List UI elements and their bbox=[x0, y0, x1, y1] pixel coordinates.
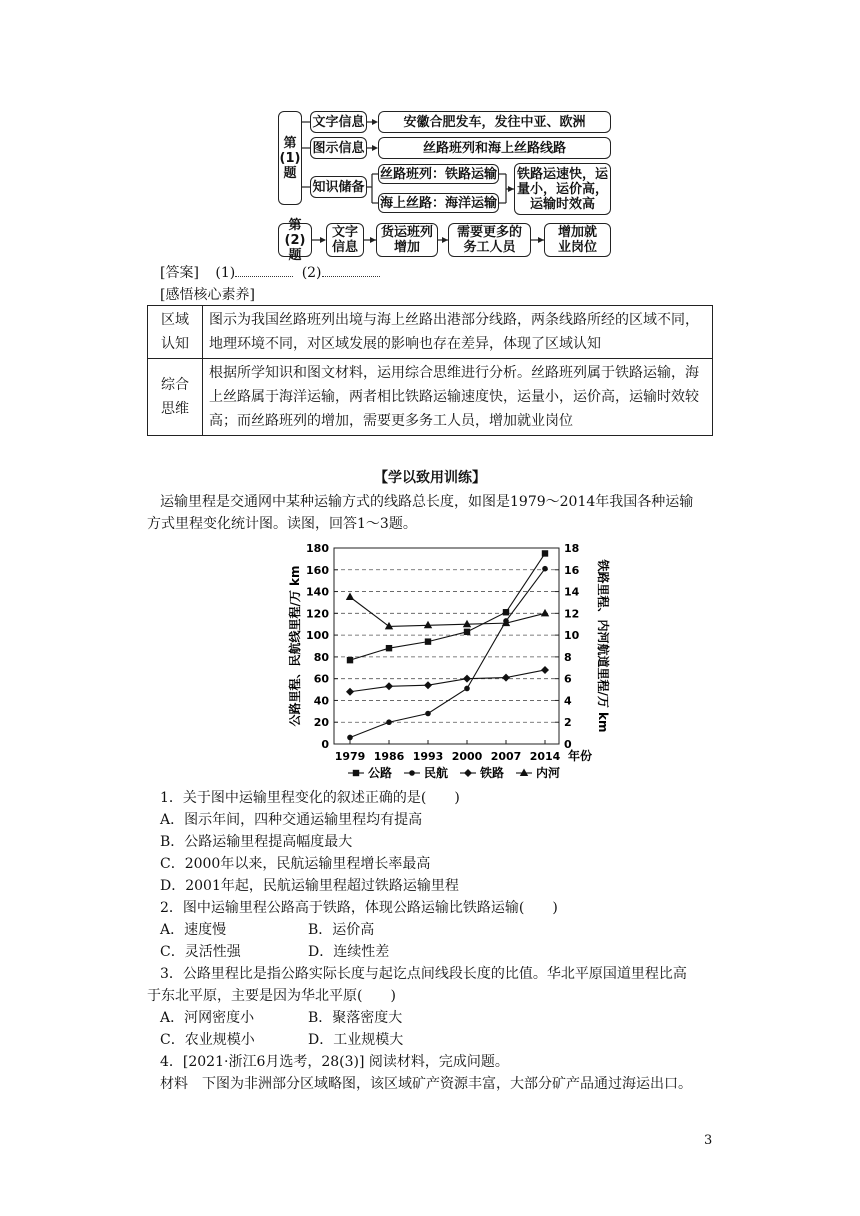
data-point bbox=[541, 609, 549, 617]
left-tick-label: 20 bbox=[313, 716, 329, 730]
right-tick-label: 12 bbox=[564, 607, 580, 621]
question-1-option-d[interactable]: D．2001年起，民航运输里程超过铁路运输里程 bbox=[160, 878, 459, 894]
question-3-option-a[interactable]: A．河网密度小 bbox=[160, 1010, 255, 1026]
legend-marker bbox=[464, 769, 472, 777]
question-1-option-b[interactable]: B．公路运输里程提高幅度最大 bbox=[160, 834, 353, 850]
data-point bbox=[346, 593, 354, 601]
answer-blank-1-label: (1) bbox=[215, 265, 236, 281]
rail-box: 丝路班列：铁路运输 bbox=[378, 164, 499, 184]
table-row bbox=[148, 359, 713, 436]
data-point bbox=[425, 711, 431, 717]
question-1-option-c[interactable]: C．2000年以来，民航运输里程增长率最高 bbox=[160, 856, 431, 872]
training-intro-line-1: 运输里程是交通网中某种运输方式的线路总长度，如图是1979～2014年我国各种运输 bbox=[160, 494, 694, 510]
literacy-label: [感悟核心素养] bbox=[160, 287, 255, 303]
right-tick-label: 16 bbox=[564, 563, 580, 577]
series-民航 bbox=[347, 566, 548, 740]
data-point bbox=[503, 609, 509, 615]
answer-label: [答案] bbox=[160, 265, 199, 281]
right-tick-label: 10 bbox=[564, 629, 580, 643]
question-3-option-c[interactable]: C．农业规模小 bbox=[160, 1032, 255, 1048]
image-info-content-box: 丝路班列和海上丝路线路 bbox=[378, 137, 611, 159]
question-1: 1．关于图中运输里程变化的叙述正确的是( ) bbox=[160, 790, 460, 806]
left-tick-label: 40 bbox=[313, 694, 329, 708]
core-literacy-table bbox=[147, 305, 713, 436]
data-point bbox=[542, 550, 548, 556]
legend-marker bbox=[353, 770, 359, 776]
series-铁路 bbox=[346, 666, 549, 696]
literacy-row-head: 区域 认知 bbox=[148, 306, 203, 359]
data-point bbox=[346, 688, 354, 696]
question-2-option-b[interactable]: B．运价高 bbox=[308, 922, 375, 938]
left-tick-label: 120 bbox=[306, 607, 329, 621]
knowledge-box: 知识储备 bbox=[310, 176, 367, 198]
data-point bbox=[542, 566, 548, 572]
left-tick-label: 160 bbox=[306, 563, 329, 577]
chart-grid bbox=[334, 570, 559, 722]
legend-marker bbox=[409, 770, 415, 776]
left-tick-label: 100 bbox=[306, 629, 329, 643]
freight-increase-box: 货运班列 增加 bbox=[376, 223, 438, 257]
text-info-content-box: 安徽合肥发车，发往中亚、欧洲 bbox=[378, 111, 611, 133]
image-info-box: 图示信息 bbox=[310, 137, 367, 159]
x-tick-label: 2000 bbox=[451, 750, 483, 763]
left-tick-label: 0 bbox=[321, 738, 329, 751]
data-point bbox=[386, 645, 392, 651]
data-point bbox=[347, 735, 353, 741]
data-point bbox=[464, 686, 470, 692]
data-point bbox=[424, 681, 432, 689]
right-tick-label: 4 bbox=[564, 694, 572, 708]
right-tick-label: 6 bbox=[564, 672, 572, 686]
question-1-option-a[interactable]: A．图示年间，四种交通运输里程均有提高 bbox=[160, 812, 423, 828]
need-workers-box: 需要更多的 务工人员 bbox=[448, 223, 531, 257]
data-point bbox=[464, 629, 470, 635]
answer-line bbox=[160, 262, 380, 284]
training-intro-line-2: 方式里程变化统计图。读图，回答1～3题。 bbox=[147, 516, 417, 532]
data-point bbox=[425, 638, 431, 644]
data-point bbox=[502, 674, 510, 682]
series-line bbox=[350, 569, 545, 738]
transport-mileage-chart bbox=[280, 538, 620, 784]
literacy-row-head: 综合 思维 bbox=[148, 359, 203, 436]
legend-marker bbox=[520, 769, 528, 777]
left-tick-label: 80 bbox=[313, 650, 329, 664]
training-title: 【学以致用训练】 bbox=[374, 470, 486, 486]
material-text: 材料 下图为非洲部分区域略图，该区域矿产资源丰富，大部分矿产品通过海运出口。 bbox=[160, 1076, 692, 1092]
right-tick-label: 0 bbox=[564, 738, 572, 751]
question-4: 4．[2021·浙江6月选考，28(3)] 阅读材料，完成问题。 bbox=[160, 1054, 509, 1070]
data-point bbox=[424, 621, 432, 629]
data-point bbox=[347, 657, 353, 663]
data-point bbox=[463, 620, 471, 628]
question-3-option-b[interactable]: B．聚落密度大 bbox=[308, 1010, 403, 1026]
data-point bbox=[386, 719, 392, 725]
literacy-row-body: 图示为我国丝路班列出境与海上丝路出港部分线路，两条线路所经的区域不同，地理环境不同，对区域发展的影响也存在差异，体现了区域认知 bbox=[203, 306, 713, 359]
data-point bbox=[463, 675, 471, 683]
sea-box: 海上丝路：海洋运输 bbox=[378, 193, 499, 213]
right-tick-label: 2 bbox=[564, 716, 572, 730]
chart-legend bbox=[348, 765, 560, 780]
text-info-box: 文字信息 bbox=[310, 111, 367, 133]
x-axis-unit: 年份 bbox=[568, 749, 593, 763]
x-tick-label: 1979 bbox=[334, 750, 366, 763]
left-tick-label: 140 bbox=[306, 585, 329, 599]
right-tick-label: 8 bbox=[564, 650, 572, 664]
series-line bbox=[350, 670, 545, 692]
question-2-option-d[interactable]: D．连续性差 bbox=[308, 944, 390, 960]
series-内河 bbox=[346, 593, 549, 630]
series-line bbox=[350, 597, 545, 626]
rail-result-box: 铁路运速快，运 量小，运价高， 运输时效高 bbox=[514, 163, 611, 215]
left-tick-label: 60 bbox=[313, 672, 329, 686]
x-tick-label: 1986 bbox=[373, 750, 405, 763]
page-number: 3 bbox=[704, 1133, 713, 1148]
data-point bbox=[541, 666, 549, 674]
left-axis-label: 公路里程、民航线里程/万 km bbox=[288, 565, 302, 727]
x-tick-label: 2007 bbox=[490, 750, 522, 763]
q2-text-info-box: 文字 信息 bbox=[326, 223, 364, 257]
series-公路 bbox=[347, 550, 548, 663]
question-2-option-c[interactable]: C．灵活性强 bbox=[160, 944, 241, 960]
x-tick-label: 1993 bbox=[412, 750, 444, 763]
legend-label: 铁路 bbox=[480, 766, 505, 780]
answer-blank-2-label: (2) bbox=[301, 265, 322, 281]
left-tick-label: 180 bbox=[306, 542, 329, 555]
question-1-label: 第 (1) 题 bbox=[278, 111, 302, 205]
x-tick-label: 2014 bbox=[529, 750, 561, 763]
legend-label: 公路 bbox=[368, 766, 393, 780]
question-2-label: 第(2) 题 bbox=[278, 223, 312, 257]
question-2: 2．图中运输里程公路高于铁路，体现公路运输比铁路运输( ) bbox=[160, 900, 558, 916]
legend-label: 民航 bbox=[424, 766, 449, 780]
literacy-row-body: 根据所学知识和图文材料，运用综合思维进行分析。丝路班列属于铁路运输，海上丝路属于海洋运输，两者相比铁路运输速度快，运量小，运价高，运输时效较高；而丝路班列的增加，需要更多务工人员，增加就业岗位 bbox=[203, 359, 713, 436]
right-axis-label: 铁路里程、内河航道里程/万 km bbox=[596, 559, 610, 733]
answer-blank-1[interactable] bbox=[235, 262, 293, 277]
right-tick-label: 18 bbox=[564, 542, 580, 555]
question-2-option-a[interactable]: A．速度慢 bbox=[160, 922, 227, 938]
question-3-line-1: 3．公路里程比是指公路实际长度与起讫点间线段长度的比值。华北平原国道里程比高 bbox=[160, 966, 687, 982]
question-3-option-d[interactable]: D．工业规模大 bbox=[308, 1032, 404, 1048]
data-point bbox=[385, 622, 393, 630]
question-3-line-2: 于东北平原，主要是因为华北平原( ) bbox=[147, 988, 396, 1004]
plot-frame bbox=[334, 548, 559, 744]
legend-label: 内河 bbox=[536, 766, 561, 780]
right-tick-label: 14 bbox=[564, 585, 580, 599]
table-row bbox=[148, 306, 713, 359]
answer-blank-2[interactable] bbox=[322, 262, 380, 277]
jobs-box: 增加就 业岗位 bbox=[544, 223, 611, 257]
data-point bbox=[385, 682, 393, 690]
